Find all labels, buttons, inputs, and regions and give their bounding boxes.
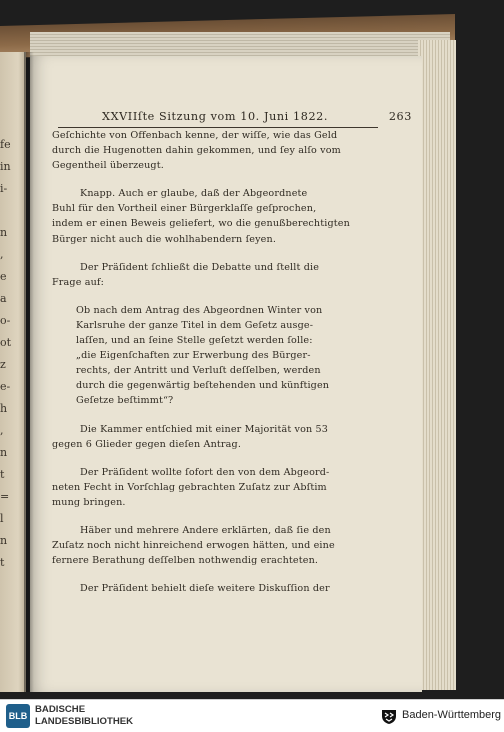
text-line: Geſetze beſtimmt“? [76, 395, 174, 407]
paragraph [52, 422, 380, 452]
text-line: mung bringen. [52, 496, 126, 508]
page-body-text [52, 128, 380, 609]
state-coat-of-arms-icon[interactable] [380, 707, 398, 725]
text-line: Der Präſident wollte ſofort den von dem Abgeord- [80, 466, 330, 478]
left-page-fragment: in [0, 160, 11, 173]
left-page-fragment: ot [0, 336, 12, 349]
left-page-fragment: i- [0, 182, 8, 195]
paragraph [52, 260, 380, 290]
text-line: Der Präſident behielt dieſe weitere Diskuſſion der [80, 583, 330, 595]
paragraph [52, 465, 380, 510]
paragraph [76, 303, 380, 409]
paragraph [52, 581, 380, 596]
text-line: rechts, der Antritt und Verluſt deſſelben, werden [76, 365, 321, 377]
text-line: Häber und mehrere Andere erklärten, daß ſie den [80, 524, 331, 536]
text-line: indem er einen Beweis geliefert, wo die genußberechtigten [52, 218, 350, 230]
left-page-fragment: e- [0, 380, 11, 393]
left-page-fragment: l [0, 512, 4, 525]
text-line: Die Kammer entſchied mit einer Majorität von 53 [80, 423, 329, 435]
left-page-fragment: n [0, 534, 8, 547]
left-page-fragment [0, 200, 12, 222]
left-page-fragment: e [0, 270, 7, 283]
left-page-fragment: fe [0, 138, 11, 151]
blb-logo[interactable]: BLB [6, 704, 30, 728]
text-line: Bürger nicht auch die wohlhabendern ſeyen. [52, 233, 277, 245]
spine-shadow [24, 52, 34, 692]
left-page [0, 52, 26, 692]
library-name-line1: BADISCHE [35, 704, 86, 715]
footer-bar [0, 699, 504, 732]
left-page-text-fragments [0, 134, 12, 574]
paragraph [52, 128, 380, 173]
text-line: Karlsruhe der ganze Titel in dem Geſetz ausge- [76, 319, 314, 331]
text-line: durch die gegenwärtig beſtehenden und künftigen [76, 380, 330, 392]
book-page [30, 56, 422, 692]
text-line: Knapp. Auch er glaube, daß der Abgeordnete [80, 188, 308, 200]
left-page-fragment: t [0, 556, 5, 569]
text-line: Ob nach dem Antrag des Abgeordnen Winter von [76, 304, 323, 316]
page-edges-right [418, 40, 456, 690]
text-line: Frage auf: [52, 276, 105, 288]
left-page-fragment: h [0, 402, 8, 415]
library-name[interactable] [35, 704, 133, 728]
header-title: XXVIIſte Sitzung vom 10. Juni 1822. [102, 110, 329, 123]
text-line: Zuſatz noch nicht hinreichend erwogen hätten, und eine [52, 540, 335, 552]
library-name-line2: LANDESBIBLIOTHEK [35, 716, 134, 727]
left-page-fragment: = [0, 490, 10, 503]
left-page-fragment: t [0, 468, 5, 481]
left-page-fragment: o- [0, 314, 11, 327]
state-name[interactable]: Baden-Württemberg [402, 709, 502, 721]
text-line: Geſchichte von Offenbach kenne, der wiſſe, wie das Geld [52, 130, 338, 141]
left-page-fragment: z [0, 358, 6, 371]
left-page-fragment: n [0, 226, 8, 239]
page-stack-top [30, 32, 450, 56]
text-line: Der Präſident ſchließt die Debatte und ſtellt die [80, 261, 320, 273]
text-line: durch die Hugenotten dahin gekommen, und ſey alſo vom [52, 145, 341, 157]
text-line: Buhl für den Vortheil einer Bürgerklaſſe geſprochen, [52, 203, 317, 215]
text-line: Gegentheil überzeugt. [52, 160, 164, 172]
paragraph [52, 186, 380, 246]
text-line: neten Fecht in Vorſchlag gebrachten Zuſatz zur Abſtim [52, 481, 327, 493]
text-line: fernere Berathung deſſelben nothwendig erachteten. [52, 555, 319, 567]
left-page-fragment: a [0, 292, 7, 305]
text-line: gegen 6 Glieder gegen dieſen Antrag. [52, 438, 242, 450]
text-line: „die Eigenſchaften zur Erwerbung des Bürger- [76, 350, 311, 362]
left-page-fragment: n [0, 446, 8, 459]
text-line: laſſen, und an ſeine Stelle geſetzt werden ſolle: [76, 335, 313, 347]
paragraph [52, 523, 380, 568]
left-page-fragment: , [0, 424, 4, 437]
left-page-fragment: , [0, 248, 4, 261]
page-number: 263 [388, 110, 412, 123]
